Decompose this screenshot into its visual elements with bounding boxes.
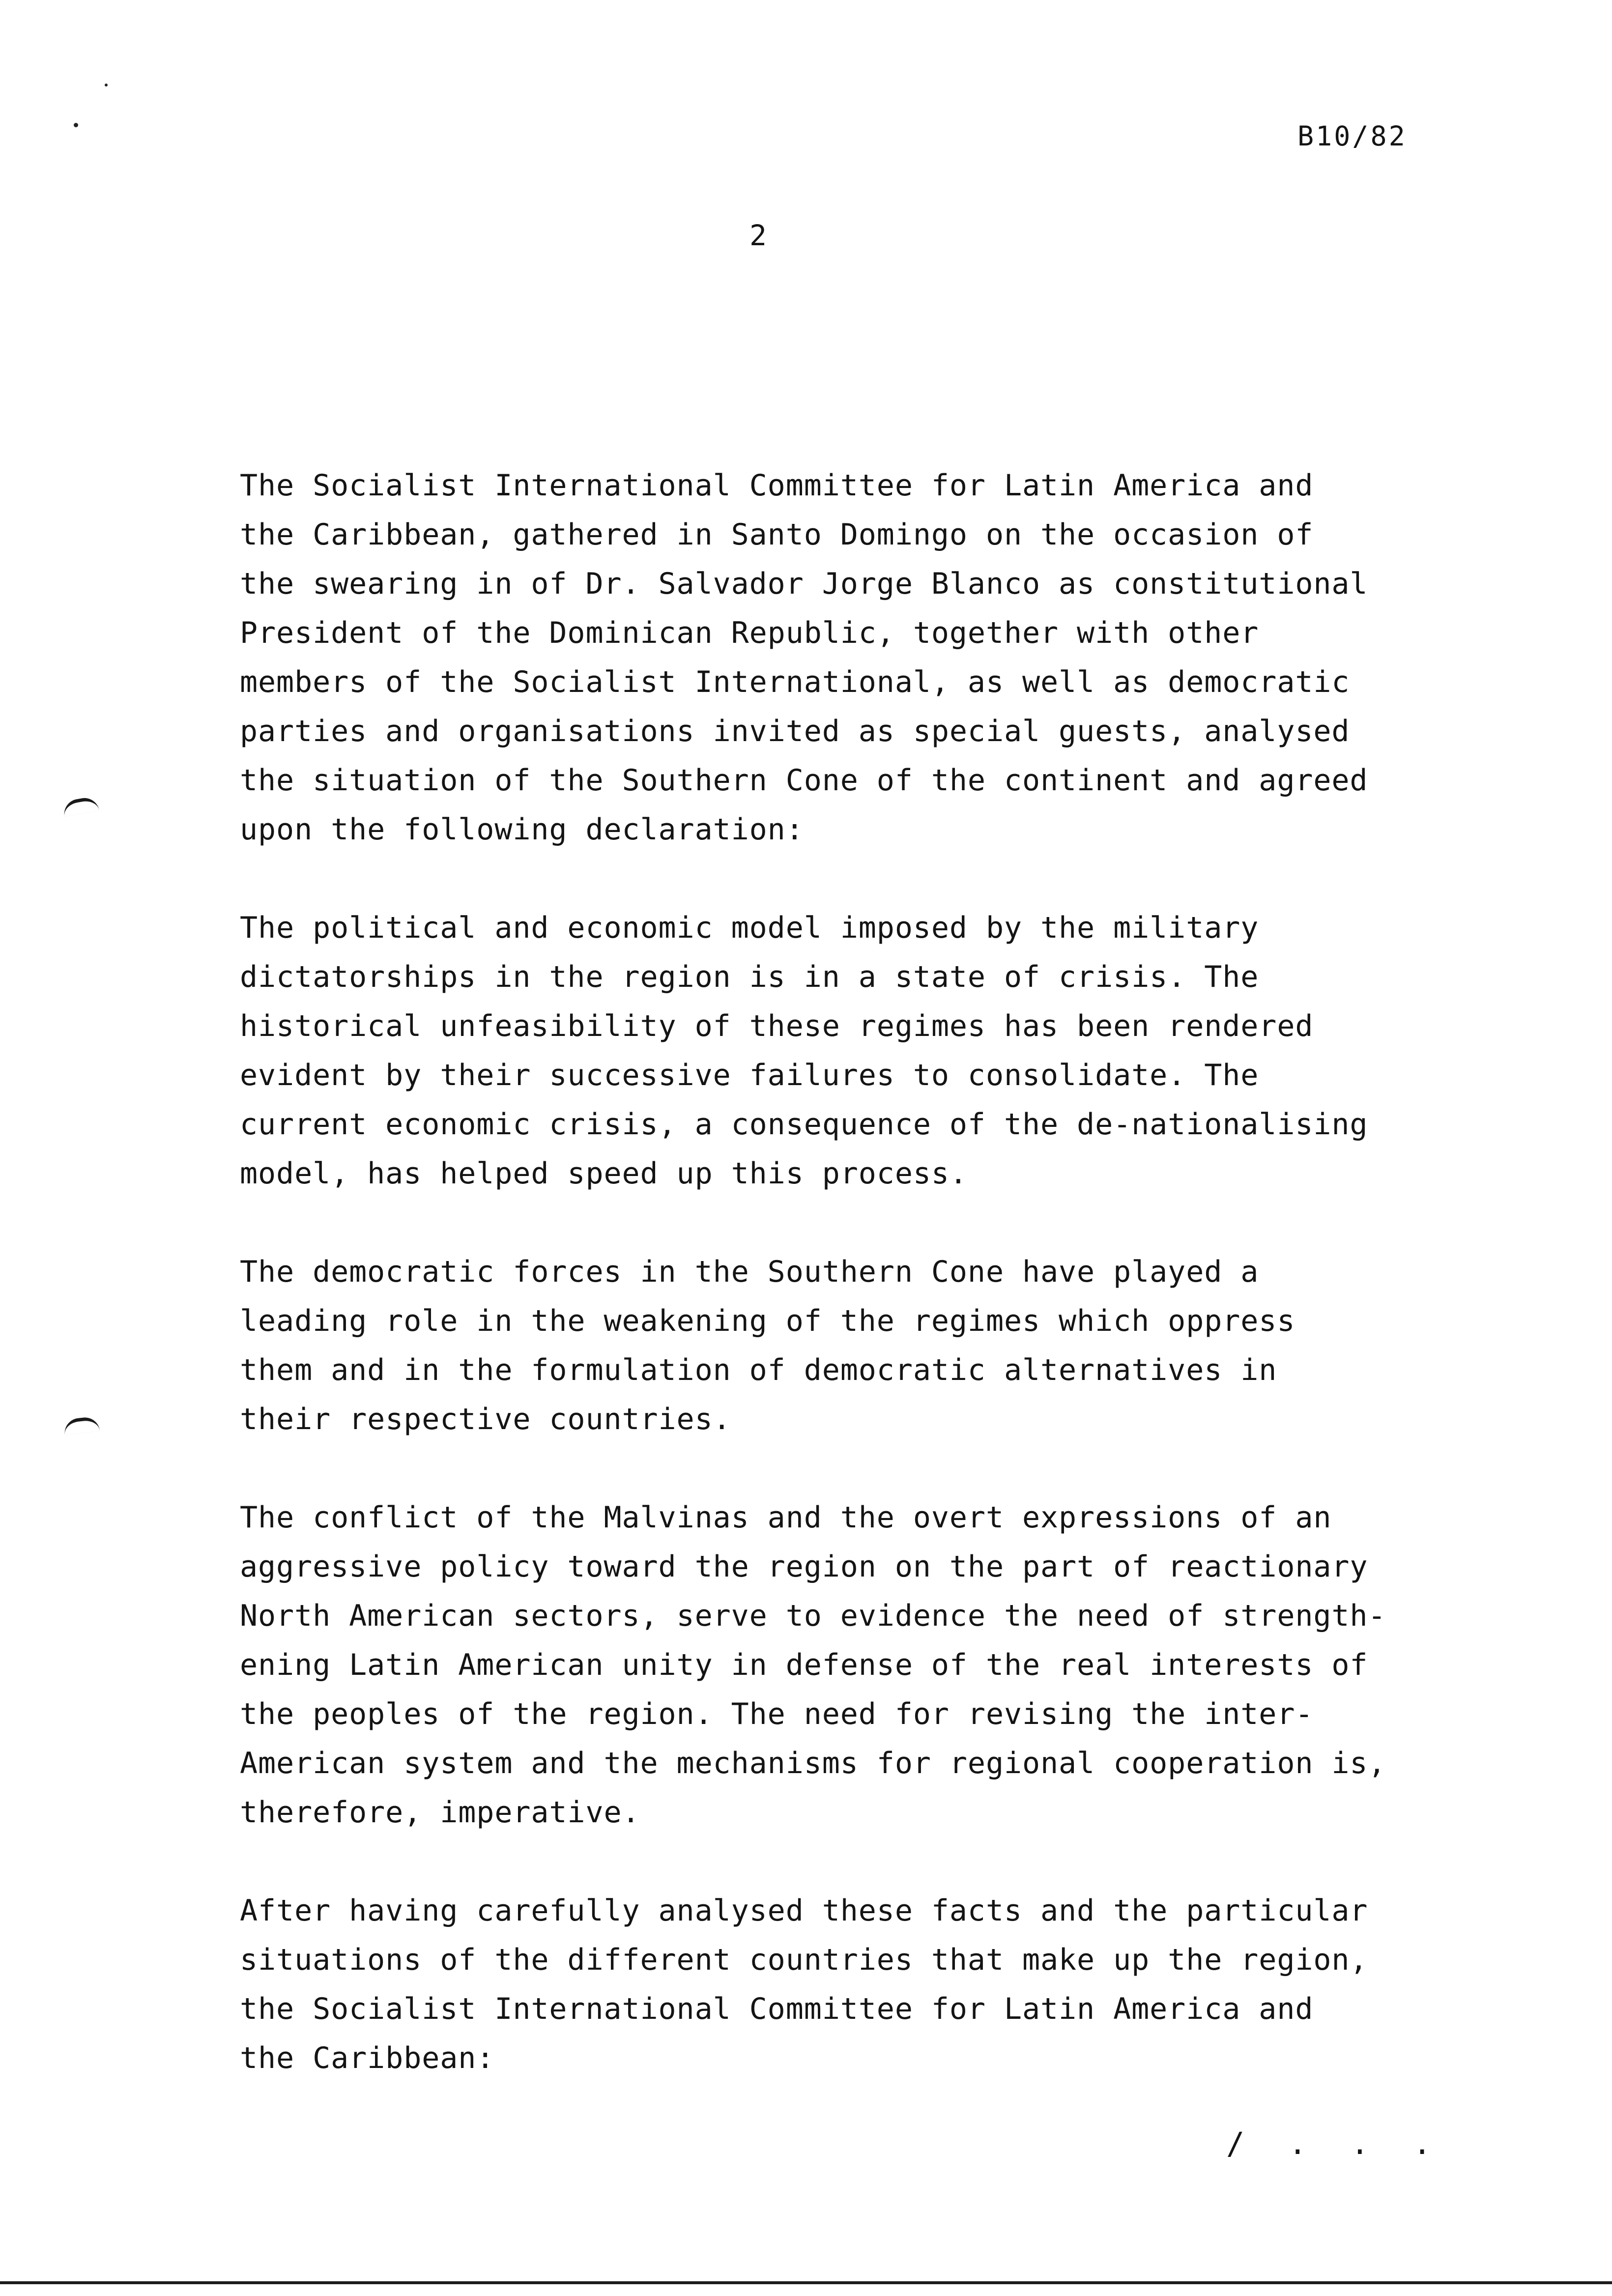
text-line: evident by their successive failures to consolidate. The — [240, 1058, 1259, 1092]
text-line: ening Latin American unity in defense of the real interests of — [240, 1648, 1368, 1682]
text-line: the Caribbean, gathered in Santo Domingo on the occasion of — [240, 517, 1314, 552]
document-reference: B10/82 — [1297, 120, 1407, 152]
text-line: The Socialist International Committee for Latin America and — [240, 468, 1314, 503]
text-line: The democratic forces in the Southern Cone have played a — [240, 1255, 1259, 1289]
text-line: The conflict of the Malvinas and the overt expressions of an — [240, 1500, 1332, 1535]
text-line: President of the Dominican Republic, together with other — [240, 616, 1259, 650]
text-line: the swearing in of Dr. Salvador Jorge Blanco as constitutional — [240, 567, 1368, 601]
paragraph-spacer — [240, 1837, 1498, 1886]
text-line: The political and economic model imposed by the military — [240, 911, 1259, 945]
scan-speck — [74, 123, 78, 127]
text-line: the situation of the Southern Cone of the continent and agreed — [240, 763, 1368, 798]
paragraph-preamble — [240, 461, 1498, 854]
paragraph-democratic-forces — [240, 1247, 1498, 1444]
text-line: leading role in the weakening of the regimes which oppress — [240, 1304, 1295, 1338]
bottom-edge-rule — [0, 2281, 1612, 2284]
text-line: North American sectors, serve to evidence the need of strength- — [240, 1599, 1386, 1633]
text-line: historical unfeasibility of these regimes has been rendered — [240, 1009, 1314, 1043]
text-line: aggressive policy toward the region on the part of reactionary — [240, 1550, 1368, 1584]
text-line: model, has helped speed up this process. — [240, 1156, 968, 1191]
text-line: the Caribbean: — [240, 2041, 495, 2075]
text-line: American system and the mechanisms for regional cooperation is, — [240, 1746, 1386, 1780]
text-line: their respective countries. — [240, 1402, 731, 1436]
paragraph-spacer — [240, 1444, 1498, 1493]
paragraph-malvinas — [240, 1493, 1498, 1837]
text-line: upon the following declaration: — [240, 812, 804, 847]
text-line: parties and organisations invited as special guests, analysed — [240, 714, 1350, 748]
text-line: situations of the different countries that make up the region, — [240, 1943, 1368, 1977]
paragraph-conclusion — [240, 1886, 1498, 2083]
punch-hole-mark — [62, 796, 99, 817]
punch-hole-mark — [63, 1416, 100, 1435]
text-line: the Socialist International Committee for Latin America and — [240, 1992, 1314, 2026]
paragraph-spacer — [240, 1198, 1498, 1247]
page-number: 2 — [749, 219, 767, 252]
text-line: therefore, imperative. — [240, 1795, 640, 1830]
text-line: them and in the formulation of democratic alternatives in — [240, 1353, 1277, 1387]
text-line: After having carefully analysed these facts and the particular — [240, 1894, 1368, 1928]
paragraph-crisis — [240, 903, 1498, 1198]
paragraph-spacer — [240, 854, 1498, 903]
text-line: dictatorships in the region is in a state of crisis. The — [240, 960, 1259, 994]
document-body — [240, 461, 1498, 2083]
text-line: current economic crisis, a consequence of the de-nationalising — [240, 1107, 1368, 1142]
text-line: members of the Socialist International, as well as democratic — [240, 665, 1350, 699]
scan-speck — [105, 84, 108, 86]
text-line: the peoples of the region. The need for revising the inter- — [240, 1697, 1314, 1731]
continuation-mark: / . . . — [1226, 2125, 1444, 2161]
